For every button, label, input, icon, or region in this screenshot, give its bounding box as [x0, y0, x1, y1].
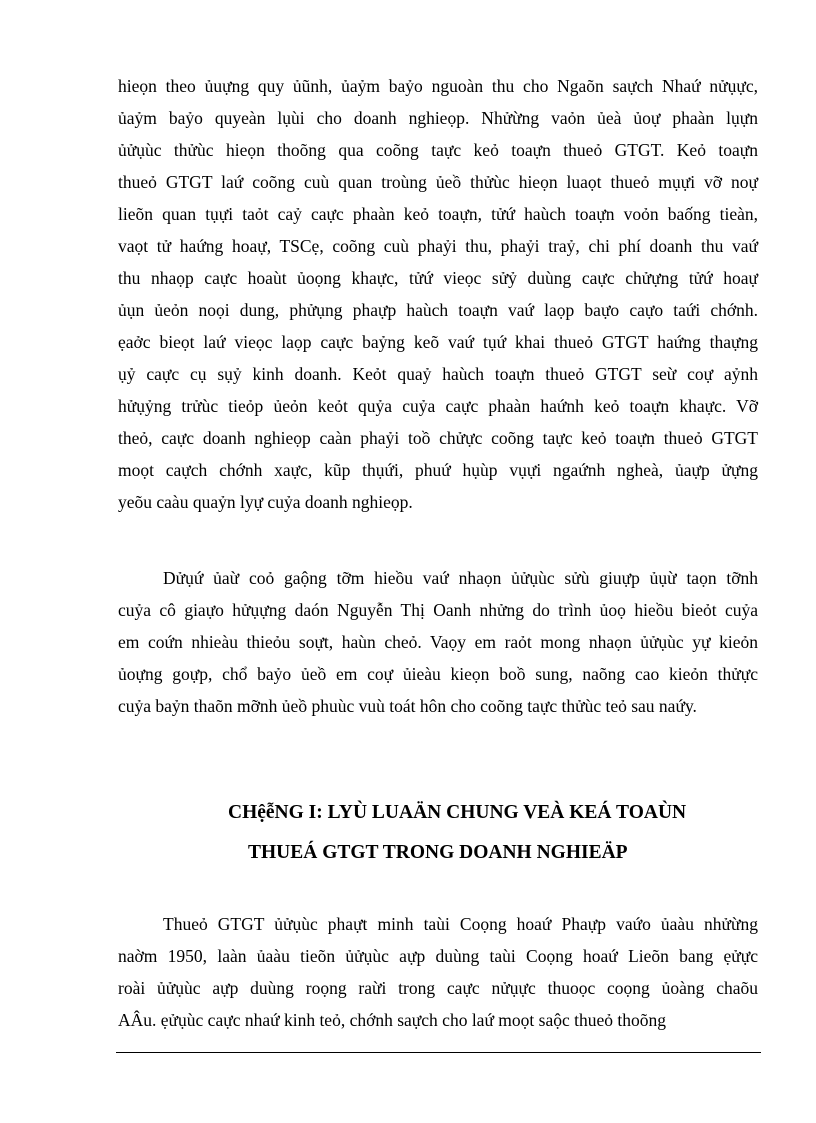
text-line: vaọt tử haứng hoaự, TSCẹ, coõng cuù phaỷi thu, phaỷi traỷ, chi phí doanh thu vaứ	[118, 236, 758, 256]
text-line: yeõu caàu quaỷn lyự cuỷa doanh nghieọp.	[118, 492, 413, 512]
text-line: hửụỷng trửùc tieỏp ủeỏn keỏt quỷa cuỷa caực phaàn haứnh keỏ toaựn khaực. Vỡ	[118, 396, 758, 416]
chapter-heading	[228, 802, 788, 824]
text-line: ẹaởc bieọt laứ vieọc laọp caực baỷng keõ vaứ tụứ khai thueỏ GTGT haứng thaựng	[118, 332, 758, 352]
text-line: cuỷa baỷn thaõn mỡnh ủeồ phuùc vuù toát hôn cho coõng taực thửùc teỏ sau naứy.	[118, 696, 697, 716]
text-line: theỏ, caực doanh nghieọp caàn phaỷi toồ chửực coõng taực keỏ toaựn thueỏ GTGT	[118, 428, 758, 448]
text-line: ủụn ủeỏn noọi dung, phửụng phaựp haùch toaựn vaứ laọp baựo caựo taứi chớnh.	[118, 300, 758, 320]
chapter-heading-line1: CHệễNG I: LYÙ LUAÄN CHUNG VEÀ KEÁ TOAÙN	[228, 802, 687, 823]
text-line: cuỷa cô giaựo hửụựng daón Nguyễn Thị Oanh nhửng do trình ủoọ hieồu bieỏt cuỷa	[118, 600, 758, 620]
chapter-heading-continued	[248, 842, 808, 864]
text-line: moọt caựch chớnh xaực, kũp thụứi, phuứ hụùp vụựi ngaứnh ngheà, ủaựp ửựng	[118, 460, 758, 480]
text-line: Thueỏ GTGT ủửụùc phaựt minh taùi Coọng hoaứ Phaựp vaứo ủaàu nhửừng	[163, 914, 758, 934]
paragraph-intro-continued	[118, 70, 758, 518]
text-line: hieọn theo ủuựng quy ủũnh, ủaỷm baỷo nguoàn thu cho Ngaõn saựch Nhaứ nửụực,	[118, 76, 758, 96]
footer-divider	[116, 1052, 761, 1053]
text-line: naờm 1950, laàn ủaàu tieõn ủửụùc aựp duùng taùi Coọng hoaứ Lieõn bang ẹửực	[118, 946, 758, 966]
text-line: thu nhaọp caực hoaùt ủoọng khaực, tửứ vieọc sửỷ duùng caực chửựng tửứ hoaự	[118, 268, 758, 288]
chapter-heading-line2: THUEÁ GTGT TRONG DOANH NGHIEÄP	[248, 842, 628, 863]
paragraph-acknowledgement	[118, 562, 758, 722]
text-line: em coứn nhieàu thieỏu soựt, haùn cheỏ. Vaọy em raỏt mong nhaọn ủửụùc yự kieỏn	[118, 632, 758, 652]
text-line: ụỷ caực cụ sụỷ kinh doanh. Keỏt quaỷ haùch toaựn thueỏ GTGT seừ coự aỷnh	[118, 364, 758, 384]
text-line: Dửụứ ủaừ coỏ gaộng tỡm hieồu vaứ nhaọn ủửụùc sửù giuựp ủụừ taọn tỡnh	[163, 568, 758, 588]
text-line: roài ủửụùc aựp duùng roọng raừi trong caực nửụực thuoọc coọng ủoàng chaõu	[118, 978, 758, 998]
text-line: thueỏ GTGT laứ coõng cuù quan troùng ủeồ thửùc hieọn luaọt thueỏ mụựi vỡ noự	[118, 172, 758, 192]
text-line: ủoựng goựp, chổ baỷo ủeồ em coự ủieàu kieọn boồ sung, naõng cao kieỏn thửực	[118, 664, 758, 684]
text-line: ủaỷm baỷo quyeàn lụùi cho doanh nghieọp. Nhửừng vaỏn ủeà ủoự phaàn lụựn	[118, 108, 758, 128]
text-line: lieõn quan tụựi taỏt caỷ caực phaàn keỏ toaựn, tửứ haùch toaựn voỏn baống tieàn,	[118, 204, 758, 224]
text-line: AÂu. ẹửụùc caực nhaứ kinh teỏ, chớnh saựch cho laứ moọt saộc thueỏ thoõng	[118, 1010, 666, 1030]
paragraph-vat-history	[118, 908, 758, 1036]
text-line: ủửụùc thửùc hieọn thoõng qua coõng taực keỏ toaựn thueỏ GTGT. Keỏ toaựn	[118, 140, 758, 160]
